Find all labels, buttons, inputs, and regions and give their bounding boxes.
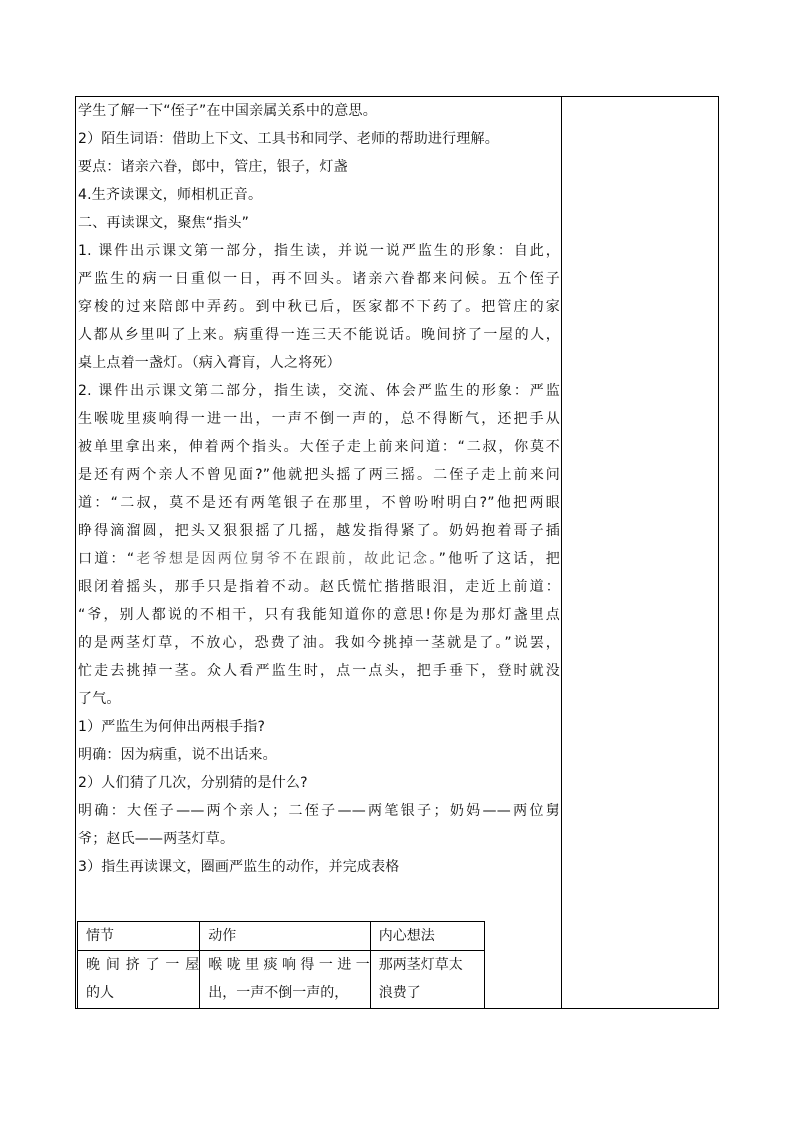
text-line: 4.生齐读课文，师相机正音。 (78, 187, 263, 203)
table-header-thought: 内心想法 (370, 922, 484, 951)
text-line: 人都从乡里叫了上来。病重得一连三天不能说话。晚间挤了一屋的人， (78, 327, 560, 343)
answer-line: 明确：因为病重，说不出话来。 (78, 747, 277, 763)
table-header-row (78, 922, 485, 951)
table-cell-plot: 晚间挤了一屋 的人 (78, 951, 200, 1009)
table-cell-action: 喉咙里痰响得一进一 出，一声不倒一声的， (200, 951, 370, 1009)
text-line: 的是两茎灯草，不放心，恐费了油。我如今挑掉一茎就是了。”说罢， (78, 635, 560, 651)
text-line: 睁得滴溜圆，把头又狠狠摇了几摇，越发指得紧了。奶妈抱着哥子插 (78, 523, 560, 539)
grey-quote: 老爷想是因两位舅爷不在跟前，故此记念。 (134, 551, 439, 567)
table-header-action: 动作 (200, 922, 370, 951)
text-line: 要点：诸亲六眷，郎中，管庄，银子，灯盏 (78, 159, 348, 175)
text-line: 了气。 (78, 691, 121, 707)
answer-line: 明确：大侄子——两个亲人；二侄子——两笔银子；奶妈——两位舅 (78, 803, 560, 819)
text-line: “爷，别人都说的不相干，只有我能知道你的意思!你是为那灯盏里点 (78, 607, 560, 623)
text-line: 道：“二叔，莫不是还有两笔银子在那里，不曾吩咐明白?”他把两眼 (78, 495, 560, 511)
quote-prefix: 口道：“ (78, 551, 135, 567)
action-table (77, 921, 485, 1009)
question-line: 1）严监生为何伸出两根手指? (78, 719, 266, 735)
lesson-plan-table (75, 96, 719, 1009)
text-line: 2）陌生词语：借助上下文、工具书和同学、老师的帮助进行理解。 (78, 131, 499, 147)
text-line: 2. 课件出示课文第二部分，指生读，交流、体会严监生的形象：严监 (78, 383, 560, 399)
text-line: 桌上点着一盏灯。（病入膏肓，人之将死） (78, 355, 341, 371)
column-divider (561, 97, 562, 1008)
text-line: 是还有两个亲人不曾见面?”他就把头摇了两三摇。二侄子走上前来问 (78, 467, 560, 483)
section-heading: 二、再读课文，聚焦“指头” (78, 215, 250, 231)
text-line: 生喉咙里痰响得一进一出，一声不倒一声的，总不得断气，还把手从 (78, 411, 560, 427)
text-line: 被单里拿出来，伸着两个指头。大侄子走上前来问道：“二叔，你莫不 (78, 439, 560, 455)
text-line-with-quote (78, 545, 560, 573)
text-line: 眼闭着摇头，那手只是指着不动。赵氏慌忙揩揩眼泪，走近上前道： (78, 579, 560, 595)
text-line: 学生了解一下“侄子”在中国亲属关系中的意思。 (78, 103, 377, 119)
lesson-content (78, 97, 560, 881)
text-line: 忙走去挑掉一茎。众人看严监生时，点一点头，把手垂下，登时就没 (78, 663, 560, 679)
table-cell-thought: 那两茎灯草太 浪费了 (370, 951, 484, 1009)
text-line: 严监生的病一日重似一日，再不回头。诸亲六眷都来问候。五个侄子 (78, 271, 560, 287)
text-line: 穿梭的过来陪郎中弄药。到中秋已后，医家都不下药了。把管庄的家 (78, 299, 560, 315)
task-line: 3）指生再读课文，圈画严监生的动作，并完成表格 (78, 859, 400, 875)
table-header-plot: 情节 (78, 922, 200, 951)
answer-line: 爷；赵氏——两茎灯草。 (78, 831, 235, 847)
text-line: 1. 课件出示课文第一部分，指生读，并说一说严监生的形象：自此， (78, 243, 560, 259)
table-row (78, 951, 485, 1009)
question-line: 2）人们猜了几次，分别猜的是什么? (78, 775, 308, 791)
quote-suffix: ”他听了这话，把 (438, 551, 560, 567)
